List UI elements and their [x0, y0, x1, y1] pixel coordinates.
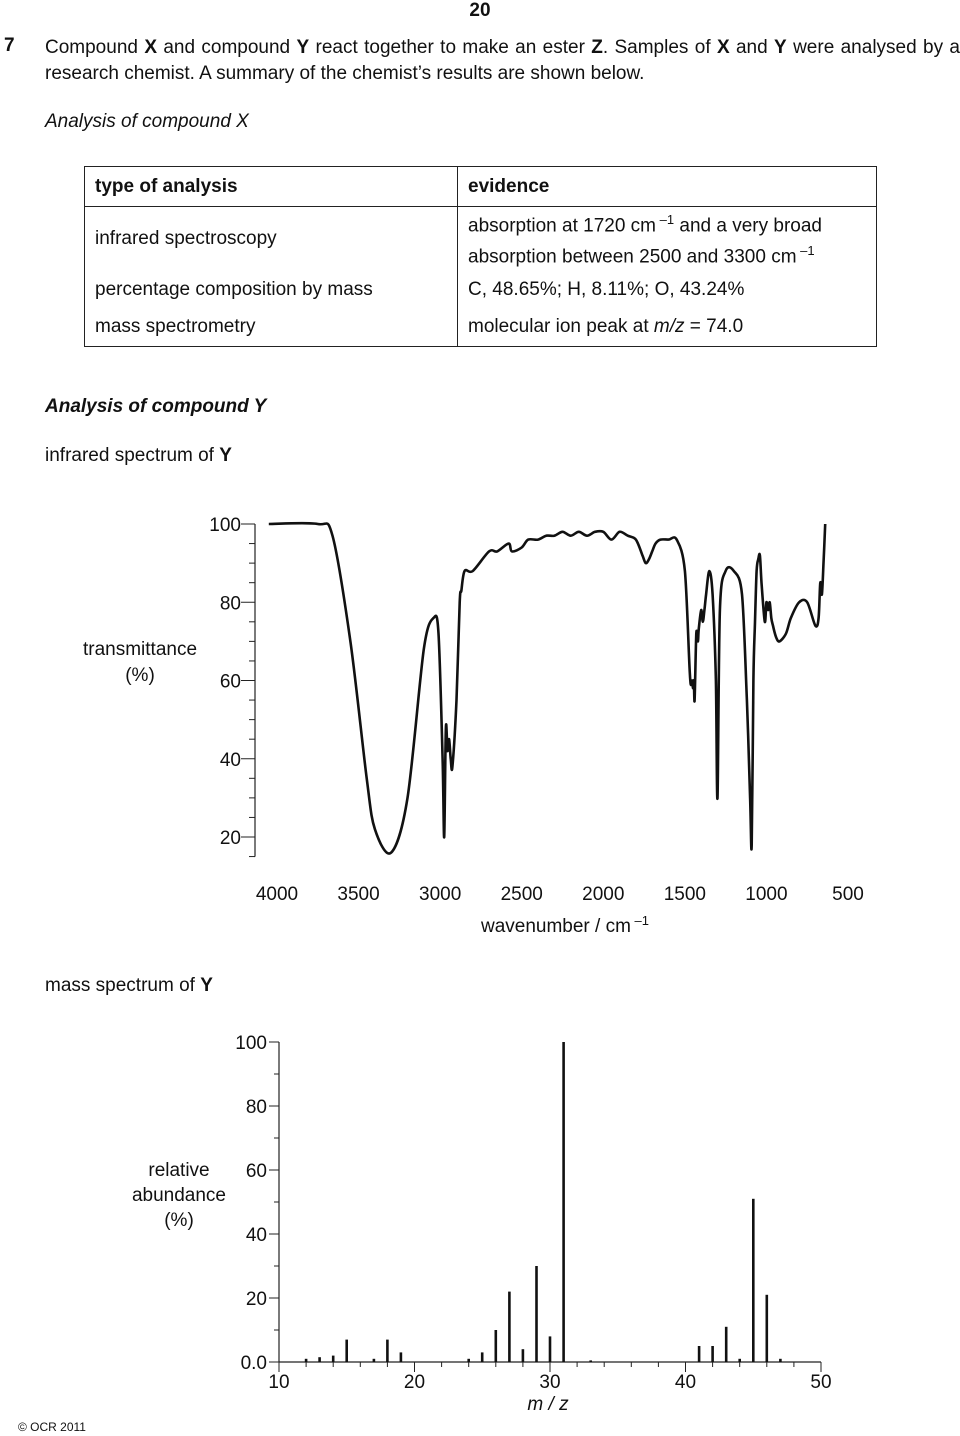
ms-plot-area: [305, 1042, 782, 1362]
ms-peak-bar: [305, 1359, 308, 1362]
ms-peak-bar: [522, 1349, 525, 1362]
ir-x-tick-label: 2000: [582, 884, 625, 905]
ir-xlabel: wavenumber / cm $^{-1}$: [480, 912, 650, 937]
ms-peak-bar: [386, 1340, 389, 1362]
ms-peak-bar: [738, 1359, 741, 1362]
ms-ylabel-line3: (%): [164, 1210, 194, 1231]
ir-plot-area: [269, 523, 825, 853]
ms-peak-bar: [495, 1330, 498, 1362]
ms-peak-bar: [508, 1292, 511, 1362]
ms-peak-bar: [589, 1360, 592, 1362]
ir-x-tick-label: 2500: [500, 884, 543, 905]
table-row: [85, 309, 877, 347]
ester-z-ref: Z: [591, 37, 603, 58]
ir-x-tick-label: 3500: [337, 884, 380, 905]
ms-peak-bar: [549, 1336, 552, 1362]
question-intro: Compound X and compound Y react together to make an ester Z. Samples of X and Y were analysed by a research chemist. A summary of the chemist’s results are shown below.: [45, 37, 960, 84]
ms-ylabel-line2: abundance: [131, 1185, 227, 1206]
ms-y-tick-label: 20: [245, 1289, 267, 1310]
ms-peak-bar: [345, 1340, 348, 1362]
ms-x-tick-label: 40: [674, 1372, 697, 1393]
ir-x-tick-label: 3000: [419, 884, 462, 905]
page-number: 20: [469, 0, 491, 21]
ir-y-axis: [209, 515, 864, 905]
ms-peak-bar: [400, 1352, 403, 1362]
ir-spectrum-line: [269, 523, 825, 853]
ir-x-tick-label: 500: [832, 884, 864, 905]
table-row: [85, 271, 877, 309]
ms-x-tick-label: 20: [403, 1372, 426, 1393]
ms-xlabel: m / z: [527, 1394, 569, 1415]
ms-y-tick-label: 100: [235, 1033, 267, 1054]
ir-y-tick-label: 60: [219, 671, 241, 693]
analysis-x-table: [84, 166, 877, 347]
analysis-type-cell: percentage composition by mass: [85, 271, 458, 309]
ms-x-tick-label: 30: [539, 1372, 561, 1393]
ms-caption: mass spectrum of Y: [45, 975, 213, 996]
ms-peak-bar: [318, 1357, 321, 1362]
copyright-footer: © OCR 2011: [18, 1420, 86, 1434]
ms-ylabel-line1: relative: [148, 1160, 210, 1181]
ms-y-tick-label: 80: [245, 1097, 267, 1118]
ir-spectrum-chart: [0, 500, 960, 950]
ms-peak-bar: [562, 1042, 565, 1362]
ms-peak-bar: [481, 1352, 484, 1362]
evidence-cell: absorption at 1720 cm $^{-1}$ and a very broad absorption between 2500 and 3300 cm $^{-1}$: [458, 207, 877, 271]
ms-peak-bar: [467, 1359, 470, 1362]
ms-y-tick-label: 40: [245, 1225, 267, 1246]
analysis-type-cell: mass spectrometry: [85, 309, 458, 347]
ms-peak-bar: [698, 1346, 701, 1362]
question-number: 7: [4, 35, 15, 56]
ms-peak-bar: [535, 1266, 538, 1362]
ir-x-tick-label: 1500: [663, 884, 706, 905]
ms-peak-bar: [766, 1295, 769, 1362]
analysis-type-cell: infrared spectroscopy: [85, 207, 458, 271]
ms-peak-bar: [725, 1327, 728, 1362]
ir-x-tick-label: 1000: [745, 884, 788, 905]
table-row: [85, 207, 877, 271]
evidence-cell: C, 48.65%; H, 8.11%; O, 43.24%: [458, 271, 877, 309]
ms-peak-bar: [779, 1359, 782, 1362]
ms-peak-bar: [332, 1356, 335, 1362]
ir-y-tick-label: 40: [219, 749, 241, 771]
ms-axes: [235, 1033, 831, 1393]
mass-spectrum-chart: [0, 1020, 960, 1420]
ir-y-tick-label: 100: [209, 515, 241, 536]
analysis-x-heading: Analysis of compound X: [45, 111, 249, 132]
ms-peak-bar: [752, 1199, 755, 1362]
ir-caption: infrared spectrum of Y: [45, 445, 232, 466]
table-header-type: type of analysis: [85, 167, 458, 207]
compound-x-ref: X: [144, 37, 157, 58]
ms-peak-bar: [711, 1346, 714, 1362]
analysis-y-heading: Analysis of compound Y: [45, 396, 267, 417]
ms-x-tick-label: 50: [810, 1372, 832, 1393]
ms-y-tick-label: 0.0: [240, 1353, 267, 1374]
ir-ylabel-line2: (%): [125, 665, 155, 686]
ir-ylabel-line1: transmittance: [82, 639, 198, 660]
ir-x-tick-label: 4000: [255, 884, 299, 905]
ms-y-tick-label: 60: [245, 1161, 267, 1182]
evidence-cell: molecular ion peak at m/z = 74.0: [458, 309, 877, 347]
ms-x-tick-label: 10: [268, 1372, 290, 1393]
ir-y-tick-label: 80: [219, 593, 241, 615]
ir-y-tick-label: 20: [219, 828, 241, 849]
table-header-evidence: evidence: [458, 167, 877, 207]
compound-y-ref: Y: [296, 37, 310, 58]
ms-peak-bar: [373, 1359, 376, 1362]
